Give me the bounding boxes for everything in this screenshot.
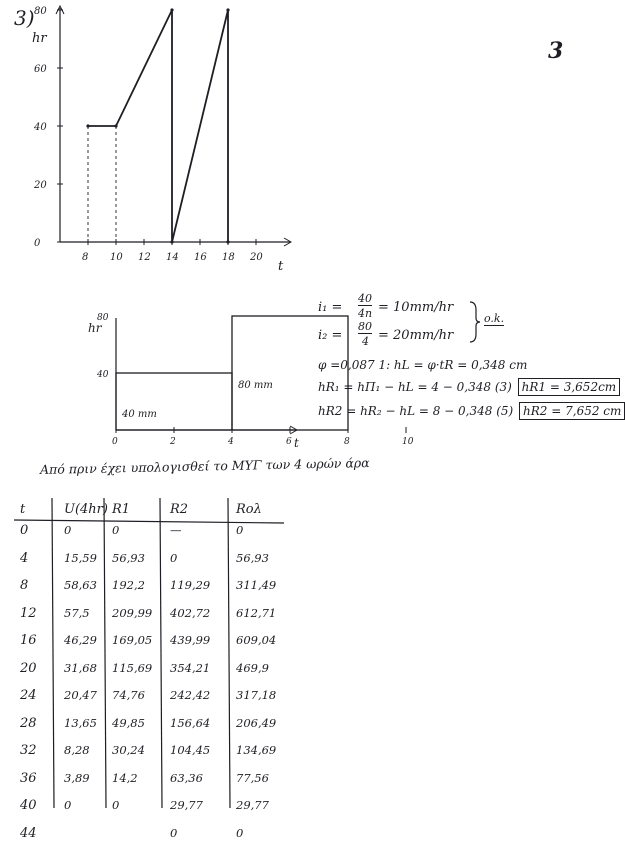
table-cell: 29,77 <box>236 798 269 812</box>
table-cell: — <box>170 523 182 537</box>
chart2-bar-label: 40 mm <box>122 409 157 420</box>
table-column-rule <box>228 498 230 808</box>
chart2-x-tick-label: 10 <box>402 437 414 447</box>
table-cell: 0 <box>170 825 178 840</box>
i2-numerator: 80 <box>358 320 372 333</box>
table-cell: 439,99 <box>170 633 211 647</box>
chart1-y-tick-label: 40 <box>34 122 47 133</box>
table-cell: 57,5 <box>64 605 90 620</box>
table-cell: 0 <box>170 550 178 565</box>
chart2-x-tick-label: 0 <box>112 437 118 447</box>
hr1-result-box: hR1 = 3,652cm <box>518 378 621 396</box>
chart1-x-tick-label: 12 <box>138 252 151 263</box>
equation-line-3: φ =0,087 1: hL = φ·tR = 0,348 cm <box>318 358 528 372</box>
table-cell: 3,89 <box>64 770 90 785</box>
table-header-cell: t <box>20 502 26 517</box>
table-cell: 134,69 <box>236 743 277 757</box>
chart1-y-tick-label: 80 <box>34 6 47 17</box>
table-cell: 56,93 <box>236 550 269 565</box>
table-cell: 0 <box>236 825 244 840</box>
table-cell: 8,28 <box>64 743 90 757</box>
table-cell: 28 <box>20 715 37 731</box>
chart1-x-axis-label: t <box>278 259 284 274</box>
chart2-x-tick-label: 6 <box>286 437 292 447</box>
table-cell: 192,2 <box>112 578 145 592</box>
table-cell: 29,77 <box>170 798 203 812</box>
table-cell: 20 <box>20 660 37 676</box>
chart1-x-tick-label: 10 <box>110 252 123 263</box>
table-cell: 4 <box>20 550 29 566</box>
chart2-y-tick-label: 80 <box>97 313 109 323</box>
table-cell: 20,47 <box>64 688 97 702</box>
chart2-x-tick-label: 8 <box>344 437 350 447</box>
i2-denominator: 4 <box>362 335 369 348</box>
table-cell: 0 <box>64 523 72 537</box>
table-cell: 209,99 <box>112 605 153 620</box>
chart2-bar-label: 80 mm <box>238 380 273 391</box>
i2-rhs: = 20mm/hr <box>378 328 454 343</box>
table-column-rule <box>104 498 106 808</box>
chart1-x-tick-label: 20 <box>250 252 263 263</box>
problem-label: 3) <box>14 6 35 30</box>
table-cell: 354,21 <box>170 660 211 675</box>
intro-sentence: Από πριν έχει υπολογισθεί το ΜΥΓ των 4 ωρών άρα <box>39 455 370 477</box>
table-cell: 0 <box>112 523 120 537</box>
i1-numerator: 40 <box>358 292 372 305</box>
chart1-y-tick-label: 60 <box>34 64 47 75</box>
table-cell: 12 <box>20 605 37 621</box>
table-header-rule <box>14 520 284 523</box>
table-header-cell: U(4hr) <box>64 502 108 517</box>
table-cell: 169,05 <box>112 633 153 647</box>
table-cell: 14,2 <box>112 770 138 785</box>
table-cell: 0 <box>64 798 72 812</box>
table-cell: 46,29 <box>64 633 97 647</box>
table-cell: 317,18 <box>236 688 277 702</box>
i1-lhs: i₁ = <box>318 300 343 315</box>
table-cell: 74,76 <box>112 688 145 702</box>
table-cell: 36 <box>20 770 37 786</box>
table-cell: 32 <box>20 743 37 758</box>
table-cell: 119,29 <box>170 578 211 592</box>
table-cell: 13,65 <box>64 715 97 730</box>
chart2-y-axis-label: hr <box>88 321 102 335</box>
i1-denominator: 4n <box>358 307 373 320</box>
chart2-x-tick-label: 2 <box>170 437 176 447</box>
table-cell: 56,93 <box>112 550 145 565</box>
table-cell: 24 <box>20 688 37 703</box>
table-cell: 30,24 <box>112 743 145 757</box>
chart1-x-tick-label: 8 <box>82 252 89 263</box>
table-cell: 15,59 <box>64 550 97 565</box>
table-cell: 0 <box>236 523 244 537</box>
equation-line-5-text: hR2 = hR₂ − hL = 8 − 0,348 (5) <box>318 404 514 418</box>
chart2-y-tick-label: 40 <box>97 370 109 380</box>
table-cell: 402,72 <box>170 605 211 620</box>
chart1-y-tick-label: 20 <box>34 180 47 191</box>
i2-lhs: i₂ = <box>318 328 343 343</box>
table-cell: 63,36 <box>170 770 203 785</box>
table-cell: 115,69 <box>112 660 153 675</box>
table-header-cell: R1 <box>112 502 131 517</box>
table-cell: 31,68 <box>64 660 97 675</box>
table-column-rule <box>52 498 54 808</box>
table-cell: 0 <box>20 523 29 538</box>
equation-line-4-text: hR₁ = hΠ₁ − hL = 4 − 0,348 (3) <box>318 380 512 394</box>
table-cell: 44 <box>20 825 37 841</box>
hr2-result-box: hR2 = 7,652 cm <box>519 402 625 420</box>
table-cell: 40 <box>20 798 37 813</box>
chart1-x-tick-label: 16 <box>194 252 207 263</box>
table-cell: 206,49 <box>236 715 277 730</box>
chart2-x-tick-label: 4 <box>228 437 234 447</box>
chart2-x-axis-label: t <box>294 436 299 450</box>
table-cell: 311,49 <box>236 578 277 592</box>
ok-note: o.k. <box>484 312 505 325</box>
table-cell: 8 <box>20 578 29 593</box>
table-column-rule <box>160 498 162 808</box>
chart1-y-axis-label: hr <box>32 31 47 46</box>
table-cell: 49,85 <box>112 715 145 730</box>
table-cell: 104,45 <box>170 743 211 757</box>
table-header-cell: Rολ <box>236 502 262 517</box>
table-cell: 58,63 <box>64 578 97 592</box>
table-cell: 77,56 <box>236 770 269 785</box>
page-number: 3 <box>548 38 564 64</box>
table-cell: 242,42 <box>170 688 211 702</box>
table-cell: 469,9 <box>236 660 269 675</box>
table-cell: 609,04 <box>236 633 277 647</box>
chart1-x-tick-label: 18 <box>222 252 235 263</box>
chart1-y-tick-label: 0 <box>34 238 41 249</box>
table-cell: 0 <box>112 798 120 812</box>
table-cell: 156,64 <box>170 715 211 730</box>
chart1-x-tick-label: 14 <box>166 252 179 263</box>
table-cell: 612,71 <box>236 605 277 620</box>
i1-rhs: = 10mm/hr <box>378 300 454 315</box>
table-header-cell: R2 <box>170 502 189 517</box>
table-cell: 16 <box>20 633 37 648</box>
